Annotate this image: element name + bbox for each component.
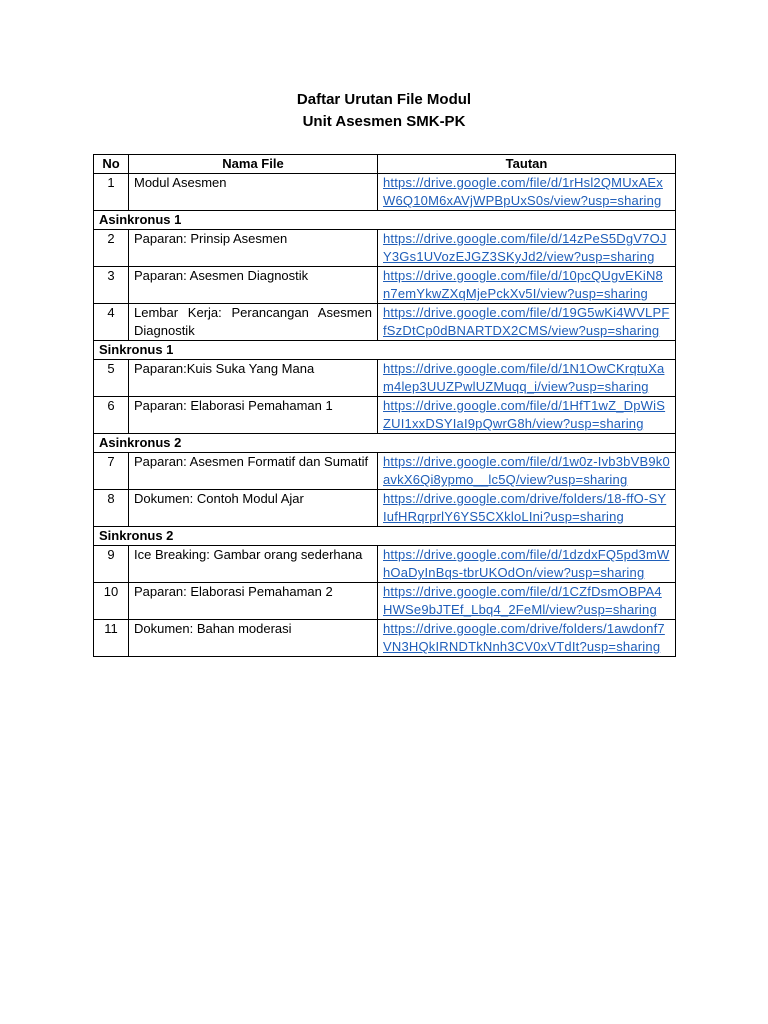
table-row: [94, 174, 676, 211]
link-cell: [378, 620, 676, 657]
link-cell: [378, 360, 676, 397]
link-cell: [378, 174, 676, 211]
section-row: [94, 211, 676, 230]
drive-link[interactable]: https://drive.google.com/drive/folders/1awdonf7VN3HQkIRNDTkNnh3CV0xVTdIt?usp=sharing: [383, 621, 665, 654]
row-number: 4: [94, 304, 129, 341]
file-table: [93, 154, 676, 657]
row-number: 1: [94, 174, 129, 211]
table-row: [94, 490, 676, 527]
section-row: [94, 341, 676, 360]
table-row: [94, 583, 676, 620]
drive-link[interactable]: https://drive.google.com/file/d/19G5wKi4WVLPFfSzDtCp0dBNARTDX2CMS/view?usp=sharing: [383, 305, 670, 338]
file-name: Paparan: Elaborasi Pemahaman 2: [129, 583, 378, 620]
link-cell: [378, 304, 676, 341]
link-cell: [378, 546, 676, 583]
table-row: [94, 360, 676, 397]
link-cell: [378, 583, 676, 620]
document-title: [0, 89, 768, 133]
header-link: Tautan: [378, 155, 676, 174]
file-name: Paparan: Elaborasi Pemahaman 1: [129, 397, 378, 434]
row-number: 10: [94, 583, 129, 620]
file-name: Ice Breaking: Gambar orang sederhana: [129, 546, 378, 583]
row-number: 3: [94, 267, 129, 304]
link-cell: [378, 397, 676, 434]
section-row: [94, 434, 676, 453]
section-row: [94, 527, 676, 546]
drive-link[interactable]: https://drive.google.com/file/d/1rHsl2QMUxAExW6Q10M6xAVjWPBpUxS0s/view?usp=sharing: [383, 175, 663, 208]
row-number: 8: [94, 490, 129, 527]
row-number: 2: [94, 230, 129, 267]
link-cell: [378, 267, 676, 304]
file-name: Dokumen: Contoh Modul Ajar: [129, 490, 378, 527]
file-name: Modul Asesmen: [129, 174, 378, 211]
section-label: Sinkronus 1: [94, 341, 676, 360]
file-name: Paparan:Kuis Suka Yang Mana: [129, 360, 378, 397]
drive-link[interactable]: https://drive.google.com/file/d/14zPeS5DgV7OJY3Gs1UVozEJGZ3SKyJd2/view?usp=sharing: [383, 231, 667, 264]
row-number: 5: [94, 360, 129, 397]
row-number: 7: [94, 453, 129, 490]
table-row: [94, 453, 676, 490]
file-name: Dokumen: Bahan moderasi: [129, 620, 378, 657]
table-row: [94, 304, 676, 341]
table-header-row: [94, 155, 676, 174]
table-row: [94, 267, 676, 304]
drive-link[interactable]: https://drive.google.com/file/d/1CZfDsmOBPA4HWSe9bJTEf_Lbq4_2FeMl/view?usp=sharing: [383, 584, 662, 617]
row-number: 11: [94, 620, 129, 657]
drive-link[interactable]: https://drive.google.com/file/d/1dzdxFQ5pd3mWhOaDyInBqs-tbrUKOdOn/view?usp=sharing: [383, 547, 670, 580]
link-cell: [378, 453, 676, 490]
drive-link[interactable]: https://drive.google.com/file/d/10pcQUgvEKiN8n7emYkwZXqMjePckXv5I/view?usp=sharing: [383, 268, 663, 301]
table-body: [94, 174, 676, 657]
section-label: Asinkronus 1: [94, 211, 676, 230]
file-name: Paparan: Prinsip Asesmen: [129, 230, 378, 267]
table-row: [94, 620, 676, 657]
drive-link[interactable]: https://drive.google.com/drive/folders/18-ffO-SYIufHRqrprlY6YS5CXkloLIni?usp=sharing: [383, 491, 667, 524]
drive-link[interactable]: https://drive.google.com/file/d/1w0z-Ivb3bVB9k0avkX6Qi8ypmo__lc5Q/view?usp=sharing: [383, 454, 670, 487]
section-label: Asinkronus 2: [94, 434, 676, 453]
drive-link[interactable]: https://drive.google.com/file/d/1N1OwCKrqtuXam4lep3UUZPwlUZMuqq_i/view?usp=sharing: [383, 361, 665, 394]
file-name: Paparan: Asesmen Diagnostik: [129, 267, 378, 304]
link-cell: [378, 230, 676, 267]
row-number: 6: [94, 397, 129, 434]
title-line-2: Unit Asesmen SMK-PK: [302, 113, 466, 130]
header-name: Nama File: [129, 155, 378, 174]
link-cell: [378, 490, 676, 527]
row-number: 9: [94, 546, 129, 583]
section-label: Sinkronus 2: [94, 527, 676, 546]
file-name: Lembar Kerja: Perancangan Asesmen Diagnostik: [129, 304, 378, 341]
title-line-1: Daftar Urutan File Modul: [296, 91, 472, 108]
table-row: [94, 397, 676, 434]
drive-link[interactable]: https://drive.google.com/file/d/1HfT1wZ_DpWiSZUI1xxDSYIaI9pQwrG8h/view?usp=sharing: [383, 398, 666, 431]
file-name: Paparan: Asesmen Formatif dan Sumatif: [129, 453, 378, 490]
table-row: [94, 230, 676, 267]
table-row: [94, 546, 676, 583]
header-no: No: [94, 155, 129, 174]
